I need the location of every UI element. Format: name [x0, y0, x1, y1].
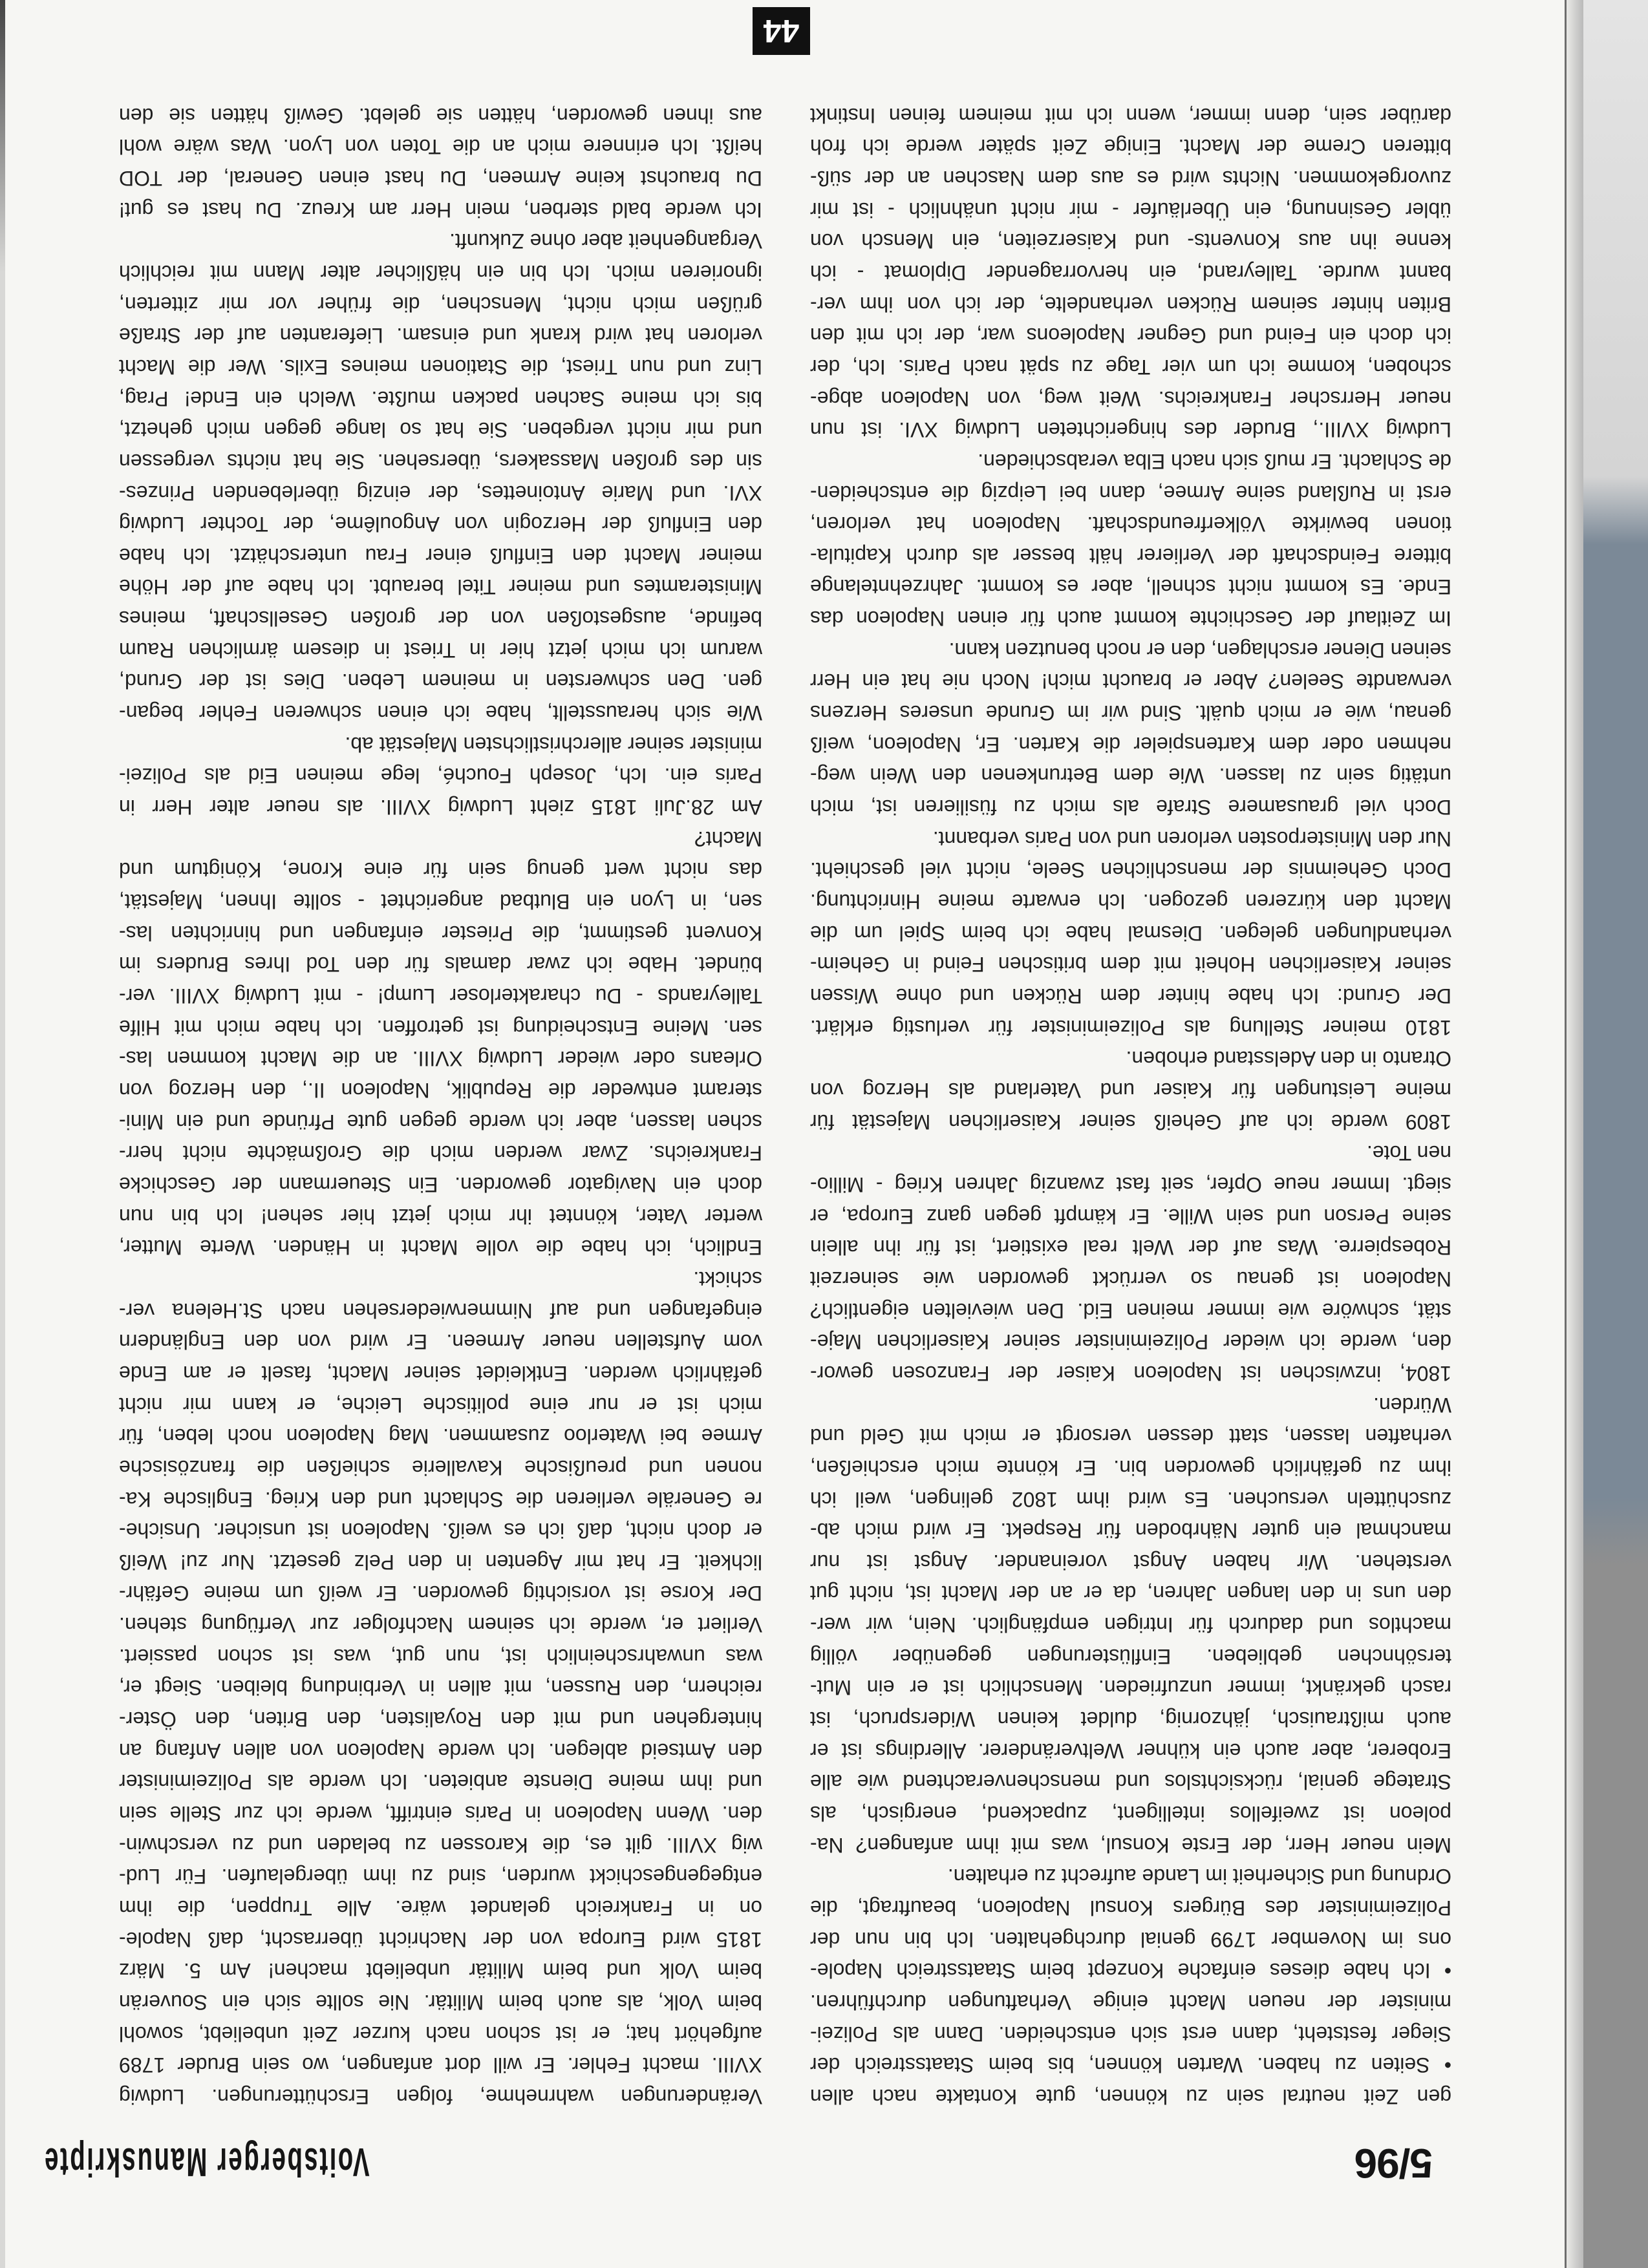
text-line: nehmen oder dem Kartenspieler die Karten. Er, Napoleon, weiß: [810, 732, 1451, 756]
text-line: Ministeramtes und meiner Titel beraubt. Ich habe auf der Höhe: [119, 575, 762, 599]
text-line: bannt wurde. Talleyrand, ein hervorragender Diplomat - ich: [810, 260, 1451, 284]
text-line: seine Person und sein Wille. Er kämpft gegen ganz Europa, er: [810, 1204, 1451, 1228]
text-line: poleon ist zweifellos intelligent, zupackend, energisch, als: [810, 1802, 1451, 1826]
page-number: 44: [753, 7, 810, 55]
paragraph: [810, 1043, 1451, 1138]
text-line: Polizeiminister des Bürgers Konsul Napoleon, beauftragt, die: [810, 1896, 1451, 1920]
paragraph: [810, 1861, 1451, 2112]
text-line: beim Volk und beim Militär unbeliebt machen! Am 5. März: [119, 1959, 762, 1983]
text-line: steramt entweder die Republik, Napoleon II., den Herzog von: [119, 1079, 762, 1102]
text-line: minister der neuen Macht einige Verhaftungen durchführen.: [810, 1991, 1451, 2015]
page-edge: [1565, 0, 1583, 2268]
text-line: nen Tote.: [1366, 1141, 1451, 1165]
scanner-background: [1583, 0, 1648, 2268]
text-line: schen lassen, aber ich werde gegen gute Pfründe und ein Mini-: [119, 1110, 762, 1134]
text-line: zuschütteln versuchen. Es wird ihm 1802 gelingen, weil ich: [810, 1487, 1451, 1511]
publication-title: Voitsberger Manuskripte: [43, 2139, 370, 2184]
text-line: sen, in Lyon ein Blutbad angerichtet - sollte Ihnen, Majestät,: [119, 890, 762, 914]
paragraph: [810, 100, 1451, 445]
text-line: meiner Macht den Einfluß einer Frau unterschätzt. Ich habe: [119, 544, 762, 567]
text-line: sin des großen Massakers, übersehen. Sie hat nichts vergessen: [119, 449, 762, 473]
text-line: de Schlacht. Er muß sich nach Elba verabschieden.: [978, 449, 1451, 473]
text-line: er doch nicht, daß ich es weiß. Napoleon ist unsicher. Unsiche-: [119, 1519, 762, 1543]
text-line: Am 28.Juli 1815 zieht Ludwig XVIII. als neuer alter Herr in: [119, 796, 762, 820]
text-line: bitteren Creme der Macht. Einige Zeit später werde ich froh: [810, 135, 1451, 159]
text-line: Doch Geheimnis der menschlichen Seele, nicht viel geschieht.: [810, 858, 1451, 882]
text-line: seiner Kaiserlichen Hoheit mit dem britischen Feind in Geheim-: [810, 953, 1451, 977]
text-line: grüßen mich nicht, Menschen, die früher vor mir zitterten,: [119, 292, 762, 316]
text-line: Nur den Ministerposten verloren und von Paris verbannt.: [932, 827, 1451, 851]
text-line: Mein neuer Herr, der Erste Konsul, was mit ihm anfangen? Na-: [810, 1833, 1451, 1857]
text-line: mich ist er nur eine politische Leiche, er kann mir nicht: [119, 1393, 762, 1417]
text-line: bittere Feindschaft der Verlierer hält besser als durch Kapitula-: [810, 544, 1451, 567]
text-line: hintergehen und mit den Royalisten, den Briten, den Öster-: [119, 1708, 762, 1732]
paragraph: [810, 823, 1451, 1043]
text-column-right: [119, 100, 762, 2112]
text-line: eingefangen und auf Nimmerwiedersehen nach St.Helena ver-: [119, 1298, 762, 1322]
text-line: Endlich, ich habe die volle Macht in Händen. Werte Mutter,: [119, 1236, 762, 1260]
text-line: tionen bewirkte Völkerfreundschaft. Napoleon hat verloren,: [810, 513, 1451, 536]
text-line: gen Zeit neutral sein zu können, gute Kontakte nach allen: [810, 2085, 1451, 2108]
text-line: den. Wenn Napoleon in Paris eintrifft, werde ich zur Stelle sein: [119, 1802, 762, 1826]
paragraph: [119, 100, 762, 226]
paragraph: [119, 823, 762, 1263]
text-line: vom Aufstellen neuer Armeen. Er wird von den Engländern: [119, 1330, 762, 1354]
text-line: doch ein Navigator geworden. Ein Steuermann der Geschicke: [119, 1172, 762, 1196]
text-line: kenne ihn aus Konvents- und Kaiserzeiten, ein Mensch von: [810, 229, 1451, 253]
text-column-left: [810, 100, 1451, 2112]
text-line: Talleyrands - Du charakterloser Lump! - mit Ludwig XVIII. ver-: [119, 984, 762, 1008]
text-line: machtlos und dadurch für Intrigen empfänglich. Nein, wir wer-: [810, 1613, 1451, 1637]
text-line: Ich werde bald sterben, mein Herr am Kreuz. Du hast es gut!: [119, 198, 762, 222]
text-line: Veränderungen wahrnehme, folgen Erschütterungen. Ludwig: [119, 2085, 762, 2108]
text-line: wig XVIII. gilt es, die Karossen zu beladen und zu verschwin-: [119, 1833, 762, 1857]
text-line: Ludwig XVIII., Bruder des hingerichteten Ludwig XVI. ist nun: [810, 418, 1451, 442]
text-line: ignorieren mich. Ich bin ein häßlicher alter Mann mit reichlich: [119, 260, 762, 284]
text-line: 1810 meiner Stellung als Polizeiminister für verlustig erklärt.: [810, 1015, 1451, 1039]
paragraph: [810, 634, 1451, 823]
text-line: neuer Herrscher Frankreichs. Weit weg, von Napoleon abge-: [810, 387, 1451, 410]
text-line: seinen Diener erschlagen, den er noch benutzen kann.: [948, 638, 1451, 662]
outer-page-edge: [0, 0, 5, 2268]
text-line: sen. Meine Entscheidung ist getroffen. Ich habe mich mit Hilfe: [119, 1015, 762, 1039]
text-line: 1815 wird Europa von der Nachricht überrascht, daß Napole-: [119, 1927, 762, 1951]
text-line: manchmal ein guter Nährboden für Respekt. Er wird mich ab-: [810, 1519, 1451, 1543]
text-line: den Einfluß der Herzogin von Angoulême, der Tochter Ludwig: [119, 513, 762, 536]
text-line: ons im November 1799 genial durchgehalten. Ich bin nun der: [810, 1927, 1451, 1951]
text-line: Der Korse ist vorsichtig geworden. Er weiß um meine Gefähr-: [119, 1582, 762, 1606]
text-line: reichern, den Russen, mit allen in Verbindung bleiben. Siegt er,: [119, 1676, 762, 1700]
text-line: den Amtseid ablegen. Ich werde Napoleon von allen Anfang an: [119, 1739, 762, 1763]
text-line: Sieger feststeht, dann erst sich entscheiden. Dann als Polizei-: [810, 2022, 1451, 2046]
text-line: Wie sich herausstellt, habe ich einen schweren Fehler began-: [119, 701, 762, 725]
text-line: • Seiten zu haben. Warten können, bis beim Staatsstreich der: [810, 2053, 1451, 2077]
text-line: Paris ein. Ich, Joseph Fouché, lege meinen Eid als Polizei-: [119, 764, 762, 788]
text-line: Macht den kürzeren gezogen. Ich erwarte meine Hinrichtung.: [810, 890, 1451, 914]
text-line: verwandte Seelen? Aber er braucht mich! Noch nie hat ein Herr: [810, 670, 1451, 694]
text-line: verhaften lassen, statt dessen versorgt er mich mit Geld und: [810, 1425, 1451, 1448]
text-line: den, werde ich wieder Polizeiminister seiner Kaiserlichen Maje-: [810, 1330, 1451, 1354]
paragraph: [810, 1138, 1451, 1389]
text-line: Briten hinter seinem Rücken verhandelte, der ich von ihm ver-: [810, 292, 1451, 316]
text-line: Stratege genial, rücksichtslos und menschenverachtend wie alle: [810, 1770, 1451, 1794]
text-line: Frankreichs. Zwar werden mich die Großmächte nicht herr-: [119, 1141, 762, 1165]
text-line: Orleans oder wieder Ludwig XVIII. an die Macht kommen las-: [119, 1047, 762, 1071]
text-line: heißt. Ich erinnere mich an die Toten von Lyon. Was wäre wohl: [119, 135, 762, 159]
text-line: 1804, inzwischen ist Napoleon Kaiser der Franzosen gewor-: [810, 1361, 1451, 1385]
text-line: was unwahrscheinlich ist, nun gut, was ist schon passiert.: [119, 1644, 762, 1668]
text-line: schickt.: [693, 1267, 762, 1291]
text-line: das nicht wert genug sein für eine Krone, Königtum und: [119, 858, 762, 882]
text-line: Napoleon ist genau so verrückt geworden wie seinerzeit: [810, 1267, 1451, 1291]
text-line: darüber sein, denn immer, wenn ich mit meinem feinen Instinkt: [810, 103, 1451, 127]
text-line: Ordnung und Sicherheit im Lande aufrecht zu erhalten.: [947, 1865, 1451, 1889]
paragraph: [810, 1389, 1451, 1861]
issue-number: 5/96: [1354, 2140, 1433, 2187]
text-line: verstehen. Wir haben Angst voreinander. Angst ist nur: [810, 1550, 1451, 1574]
text-line: genau, wie er mich quält. Sind wir im Grunde unseres Herzens: [810, 701, 1451, 725]
text-line: re Generäle verlieren die Schlacht und den Krieg. Englische Ka-: [119, 1487, 762, 1511]
text-line: bündet. Habe ich zwar damals für den Tod Ihres Bruders im: [119, 953, 762, 977]
text-line: schoben, komme ich um vier Tage zu spät nach Paris. Ich, der: [810, 355, 1451, 379]
paragraph: [119, 728, 762, 823]
text-line: Robespierre. Was auf der Welt real existiert, ist für ihn allein: [810, 1236, 1451, 1260]
text-line: Ende. Es kommt nicht schnell, aber es kommt. Jahrzehntelange: [810, 575, 1451, 599]
text-line: nonen und preußische Kavallerie schießen die französische: [119, 1456, 762, 1479]
text-line: stät, schwöre wie immer meinen Eid. Den wievielten eigentlich?: [810, 1298, 1451, 1322]
text-line: entgegengeschickt wurden, sind zu ihm übergelaufen. Für Lud-: [119, 1865, 762, 1889]
text-line: Eroberer, aber auch ein kühner Weltveränderer. Allerdings ist er: [810, 1739, 1451, 1763]
text-line: den uns in den langen Jahren, da er an der Macht ist, nicht gut: [810, 1582, 1451, 1606]
text-line: verloren hat wird krank und einsam. Lieferanten auf der Straße: [119, 324, 762, 348]
text-line: Würden.: [1373, 1393, 1451, 1417]
text-line: siegt. Immer neue Opfer, seit fast zwanzig Jahren Krieg - Millio-: [810, 1172, 1451, 1196]
text-line: aufgehört hat; er ist schon nach kurzer Zeit unbeliebt, sowohl: [119, 2022, 762, 2046]
text-line: übler Gesinnung, ein Überläufer - mir nicht unähnlich - ist mir: [810, 198, 1451, 222]
text-line: Doch viel grausamere Strafe als mich zu füsilieren ist, mich: [810, 796, 1451, 820]
text-line: Macht?: [694, 827, 762, 851]
text-line: meine Leistungen für Kaiser und Vaterland als Herzog von: [810, 1079, 1451, 1102]
paragraph: [119, 226, 762, 729]
text-line: untätig sein zu lassen. Wie dem Betrunkenen den Wein weg-: [810, 764, 1451, 788]
text-line: XVIII. macht Fehler. Er will dort anfangen, wo sein Bruder 1789: [119, 2053, 762, 2077]
text-line: 1809 werde ich auf Geheiß seiner Kaiserlichen Majestät für: [810, 1110, 1451, 1134]
paragraph: [810, 445, 1451, 634]
text-line: beim Volk, als auch beim Militär. Nie sollte sich ein Souverän: [119, 1991, 762, 2015]
text-line: Du brauchst keine Armeen, Du hast einen General, der TOD: [119, 166, 762, 190]
text-line: gefährlich werden. Entkleidet seiner Macht, faselt er am Ende: [119, 1361, 762, 1385]
text-line: Konvent gestimmt, die Priester einfangen und hinrichten las-: [119, 921, 762, 945]
text-line: minister seiner allerchristlichsten Majestät ab.: [345, 732, 762, 756]
text-line: werter Vater, könntet ihr mich jetzt hier sehen! Ich bin nun: [119, 1204, 762, 1228]
text-line: • Ich habe dieses einfache Konzept beim Staatsstreich Napole-: [810, 1959, 1451, 1983]
text-line: Otranto in den Adelsstand erhoben.: [1126, 1047, 1451, 1071]
text-line: auch mißtrauisch, jähzornig, duldet keinen Widerspruch, ist: [810, 1708, 1451, 1732]
text-line: Im Zeitlauf der Geschichte kommt auch für einen Napoleon das: [810, 607, 1451, 631]
text-line: warum ich mich jetzt hier in Triest in diesem ärmlichen Raum: [119, 638, 762, 662]
text-line: Verliert er, werde ich seinem Nachfolger zur Verfügung stehen.: [119, 1613, 762, 1637]
text-line: gen. Den schwersten in meinem Leben. Dies ist der Grund,: [119, 670, 762, 694]
text-line: und ihm meine Dienste anbieten. Ich werde als Polizeiminister: [119, 1770, 762, 1794]
text-line: Vergangenheit aber ohne Zukunft.: [449, 229, 762, 253]
text-line: tersöhnchen geblieben. Einflüsterungen gegenüber völlig: [810, 1644, 1451, 1668]
text-line: lichkeit. Er hat mir Agenten in den Pelz gesetzt. Nur zu! Weiß: [119, 1550, 762, 1574]
text-line: ich doch ein Feind und Gegner Napoleons war, der ich mit den: [810, 324, 1451, 348]
text-line: aus ihnen geworden, hätten sie gelebt. Gewiß hätten sie den: [119, 103, 762, 127]
text-line: und mir nicht vergeben. Sie hat so lange gegen mich gehetzt,: [119, 418, 762, 442]
text-line: ihm zu gefährlich geworden bin. Er könnte mich erschießen,: [810, 1456, 1451, 1479]
text-line: verhandlungen gelegen. Diesmal habe ich beim Spiel um die: [810, 921, 1451, 945]
text-line: XVI. und Marie Antoinettes, der einzig überlebenden Prinzes-: [119, 481, 762, 505]
text-line: rasch gekränkt, immer unzufrieden. Menschlich ist er ein Mut-: [810, 1676, 1451, 1700]
paragraph: [119, 1263, 762, 2112]
text-line: Armee bei Waterloo zusammen. Mag Napoleon noch leben, für: [119, 1425, 762, 1448]
text-line: zuvorgekommen. Nichts wird es aus dem Naschen an der süß-: [810, 166, 1451, 190]
text-line: on in Frankreich gelandet wäre. Alle Truppen, die ihm: [119, 1896, 762, 1920]
text-line: Linz und nun Triest, die Stationen meines Exils. Wer die Macht: [119, 355, 762, 379]
text-line: befinde, ausgestoßen von der großen Gesellschaft, meines: [119, 607, 762, 631]
text-line: erst in Rußland seine Armee, dann bei Leipzig die entscheiden-: [810, 481, 1451, 505]
text-line: Der Grund: Ich habe hinter dem Rücken und ohne Wissen: [810, 984, 1451, 1008]
text-line: bis ich meine Sachen packen mußte. Welch ein Ende! Prag,: [119, 387, 762, 410]
